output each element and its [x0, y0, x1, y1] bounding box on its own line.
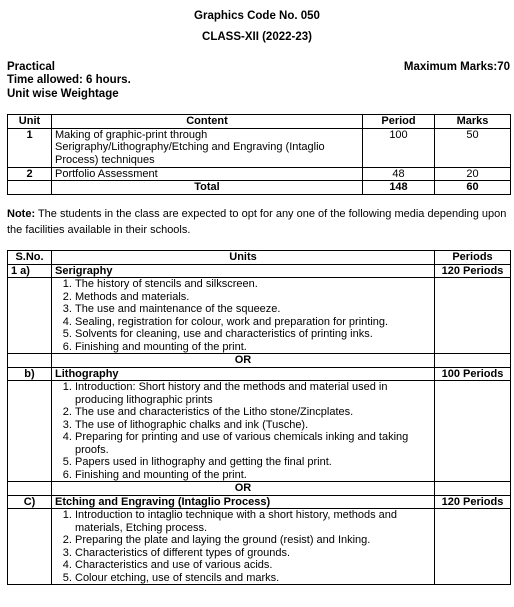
column-header: Unit: [8, 115, 52, 129]
section-title: Serigraphy: [52, 264, 435, 278]
maximum-marks: Maximum Marks:70: [403, 61, 510, 73]
section-sno: C): [8, 495, 52, 509]
or-row: [8, 482, 511, 496]
column-header: Period: [363, 115, 435, 129]
unit-period: 100: [363, 128, 435, 167]
graphics-code-title: Graphics Code No. 050: [194, 10, 320, 22]
section-items-row: [8, 381, 511, 482]
list-item: 4. Characteristics and use of various acids.: [75, 559, 431, 572]
table-row: [8, 167, 511, 181]
list-item: 6. Finishing and mounting of the print.: [75, 469, 431, 482]
section-header-row: [8, 495, 511, 509]
practical-label: Practical: [7, 61, 55, 73]
column-header: S.No.: [8, 251, 52, 265]
list-item: 1. The history of stencils and silkscreen.: [75, 278, 431, 291]
unit-marks: 20: [435, 167, 511, 181]
list-item: 2. Preparing the plate and laying the ground (resist) and Inking.: [75, 534, 431, 547]
column-header: Periods: [435, 251, 511, 265]
list-item: 3. Characteristics of different types of grounds.: [75, 547, 431, 560]
section-title: Etching and Engraving (Intaglio Process): [52, 495, 435, 509]
time-allowed: Time allowed: 6 hours.: [7, 74, 131, 86]
list-item: 5. Solvents for cleaning, use and characteristics of printing inks.: [75, 328, 431, 341]
unit-content: Making of graphic-print through Serigraphy/Lithography/Etching and Engraving (Intaglio Process) techniques: [52, 128, 363, 167]
list-item: 1. Introduction: Short history and the methods and material used in producing lithographic prints: [75, 381, 431, 406]
section-items: [52, 509, 435, 585]
unit-weightage-label: Unit wise Weightage: [7, 88, 119, 100]
section-title: Lithography: [52, 367, 435, 381]
list-item: 5. Colour etching, use of stencils and marks.: [75, 572, 431, 585]
media-units-table: [7, 250, 511, 585]
column-header: Marks: [435, 115, 511, 129]
section-items: [52, 278, 435, 354]
or-divider: OR: [52, 354, 435, 368]
section-header-row: [8, 264, 511, 278]
section-periods: 100 Periods: [435, 367, 511, 381]
unit-weightage-table: [7, 114, 511, 195]
list-item: 6. Finishing and mounting of the print.: [75, 341, 431, 354]
unit-number: 1: [8, 128, 52, 167]
unit-number: 2: [8, 167, 52, 181]
total-label: Total: [52, 181, 363, 195]
total-period: 148: [363, 181, 435, 195]
class-title: CLASS-XII (2022-23): [202, 31, 312, 43]
total-row: [8, 181, 511, 195]
table-header-row: [8, 115, 511, 129]
unit-marks: 50: [435, 128, 511, 167]
list-item: 2. The use and characteristics of the Litho stone/Zincplates.: [75, 406, 431, 419]
list-item: 4. Sealing, registration for colour, work and preparation for printing.: [75, 316, 431, 329]
section-periods: 120 Periods: [435, 495, 511, 509]
list-item: 1. Introduction to intaglio technique with a short history, methods and materials, Etching process.: [75, 509, 431, 534]
list-item: 3. The use of lithographic chalks and ink (Tusche).: [75, 419, 431, 432]
column-header: Units: [52, 251, 435, 265]
section-periods: 120 Periods: [435, 264, 511, 278]
or-row: [8, 354, 511, 368]
total-marks: 60: [435, 181, 511, 195]
section-header-row: [8, 367, 511, 381]
list-item: 4. Preparing for printing and use of various chemicals inking and taking proofs.: [75, 431, 431, 456]
section-sno: 1 a): [8, 264, 52, 278]
unit-period: 48: [363, 167, 435, 181]
section-sno: b): [8, 367, 52, 381]
list-item: 3. The use and maintenance of the squeeze.: [75, 303, 431, 316]
section-items-row: [8, 278, 511, 354]
note-paragraph: [7, 206, 510, 238]
table-header-row: [8, 251, 511, 265]
table-row: [8, 128, 511, 167]
note-text: The students in the class are expected to opt for any one of the following media depending upon the facilities available in their schools.: [7, 208, 507, 236]
section-items: [52, 381, 435, 482]
column-header: Content: [52, 115, 363, 129]
list-item: 2. Methods and materials.: [75, 291, 431, 304]
list-item: 5. Papers used in lithography and getting the final print.: [75, 456, 431, 469]
unit-content: Portfolio Assessment: [52, 167, 363, 181]
or-divider: OR: [52, 482, 435, 496]
section-items-row: [8, 509, 511, 585]
note-label: Note:: [7, 208, 36, 220]
